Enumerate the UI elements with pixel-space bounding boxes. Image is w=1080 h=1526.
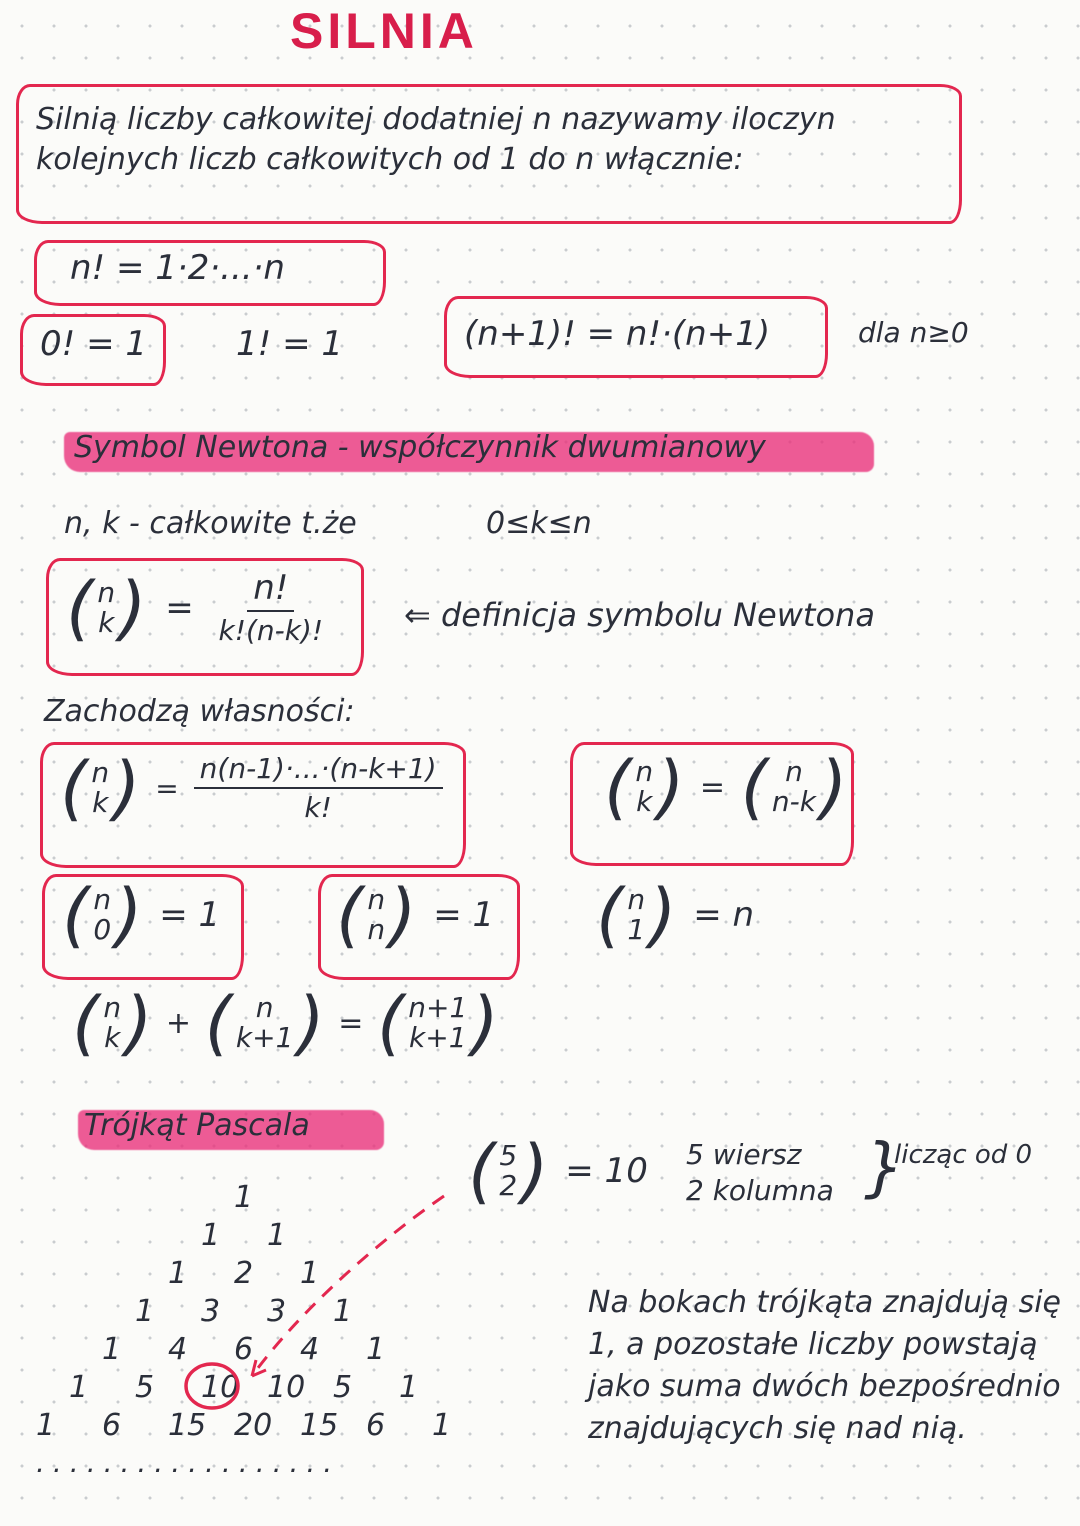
- triangle-cell: 15: [300, 1408, 339, 1443]
- pascal-example: ( 5 2 ) = 10: [468, 1130, 648, 1212]
- triangle-cell: 1: [36, 1408, 56, 1443]
- triangle-cell: 1: [399, 1370, 419, 1405]
- one-factorial: 1! = 1: [236, 324, 343, 364]
- definition-text: Silnią liczby całkowitej dodatniej n nazywamy iloczyn kolejnych liczb całkowitych od 1 do n włącznie:: [36, 102, 836, 177]
- definition-note: ⇐ definicja symbolu Newtona: [404, 596, 875, 634]
- newton-heading: Symbol Newtona - współczynnik dwumianowy: [74, 430, 766, 465]
- brace: }: [864, 1131, 905, 1205]
- triangle-cell: 3: [267, 1294, 287, 1329]
- page-title: SILNIA: [290, 3, 478, 59]
- properties-heading: Zachodzą własności:: [44, 694, 355, 729]
- triangle-cell: 1: [102, 1332, 122, 1367]
- triangle-ellipsis: ..................: [36, 1446, 341, 1479]
- triangle-cell: 1: [201, 1218, 221, 1253]
- triangle-cell: 1: [366, 1332, 386, 1367]
- triangle-cell: 1: [432, 1408, 452, 1443]
- triangle-cell: 20: [234, 1408, 273, 1443]
- example-note: licząc od 0: [894, 1140, 1033, 1170]
- pascal-rule: ( n k ) + ( n k+1 ) = ( n+1 k+1 ): [72, 982, 499, 1064]
- triangle-cell: 4: [168, 1332, 188, 1367]
- triangle-cell: 1: [69, 1370, 89, 1405]
- triangle-cell: 2: [234, 1256, 254, 1291]
- pascal-note: Na bokach trójkąta znajdują się 1, a pozostałe liczby powstają jako suma dwóch bezpośrednio znajdujących się nad nią.: [588, 1285, 1061, 1446]
- property3: ( n 0 ) = 1: [62, 874, 221, 956]
- triangle-cell: 10: [267, 1370, 306, 1405]
- recurrence-formula: (n+1)! = n!·(n+1): [464, 314, 771, 354]
- triangle-cell: 5: [333, 1370, 353, 1405]
- nk-condition: n, k - całkowite t.że: [64, 506, 357, 541]
- triangle-cell: 1: [333, 1294, 353, 1329]
- recurrence-condition: dla n≥0: [858, 316, 969, 349]
- triangle-cell: 10: [201, 1370, 240, 1405]
- factorial-formula: n! = 1·2·...·n: [70, 248, 285, 288]
- triangle-cell: 6: [366, 1408, 386, 1443]
- triangle-cell: 1: [267, 1218, 287, 1253]
- triangle-cell: 5: [135, 1370, 155, 1405]
- property4: ( n n ) = 1: [336, 874, 495, 956]
- triangle-cell: 1: [234, 1180, 254, 1215]
- pascal-heading: Trójkąt Pascala: [84, 1108, 310, 1143]
- triangle-cell: 15: [168, 1408, 207, 1443]
- binomial-definition: ( n k ) = $\frac{n!}{k!(n-k)!}$: [66, 566, 324, 649]
- example-row: 5 wiersz: [686, 1138, 802, 1171]
- zero-factorial: 0! = 1: [40, 324, 147, 364]
- triangle-cell: 1: [300, 1256, 320, 1291]
- nk-range: 0≤k≤n: [486, 506, 592, 541]
- triangle-cell: 4: [300, 1332, 320, 1367]
- property1: ( n k ) = $\frac{n(n-1)\cdot...\cdot(n-k+1)}{k!}$: [60, 752, 443, 824]
- property5: ( n 1 ) = n: [596, 874, 755, 956]
- triangle-cell: 6: [234, 1332, 254, 1367]
- triangle-cell: 6: [102, 1408, 122, 1443]
- triangle-cell: 1: [135, 1294, 155, 1329]
- binomial-nk: ( n k ): [66, 566, 147, 649]
- triangle-cell: 3: [201, 1294, 221, 1329]
- property2: ( n k ) = ( n n-k ): [604, 746, 848, 828]
- triangle-cell: 1: [168, 1256, 188, 1291]
- example-col: 2 kolumna: [686, 1174, 834, 1207]
